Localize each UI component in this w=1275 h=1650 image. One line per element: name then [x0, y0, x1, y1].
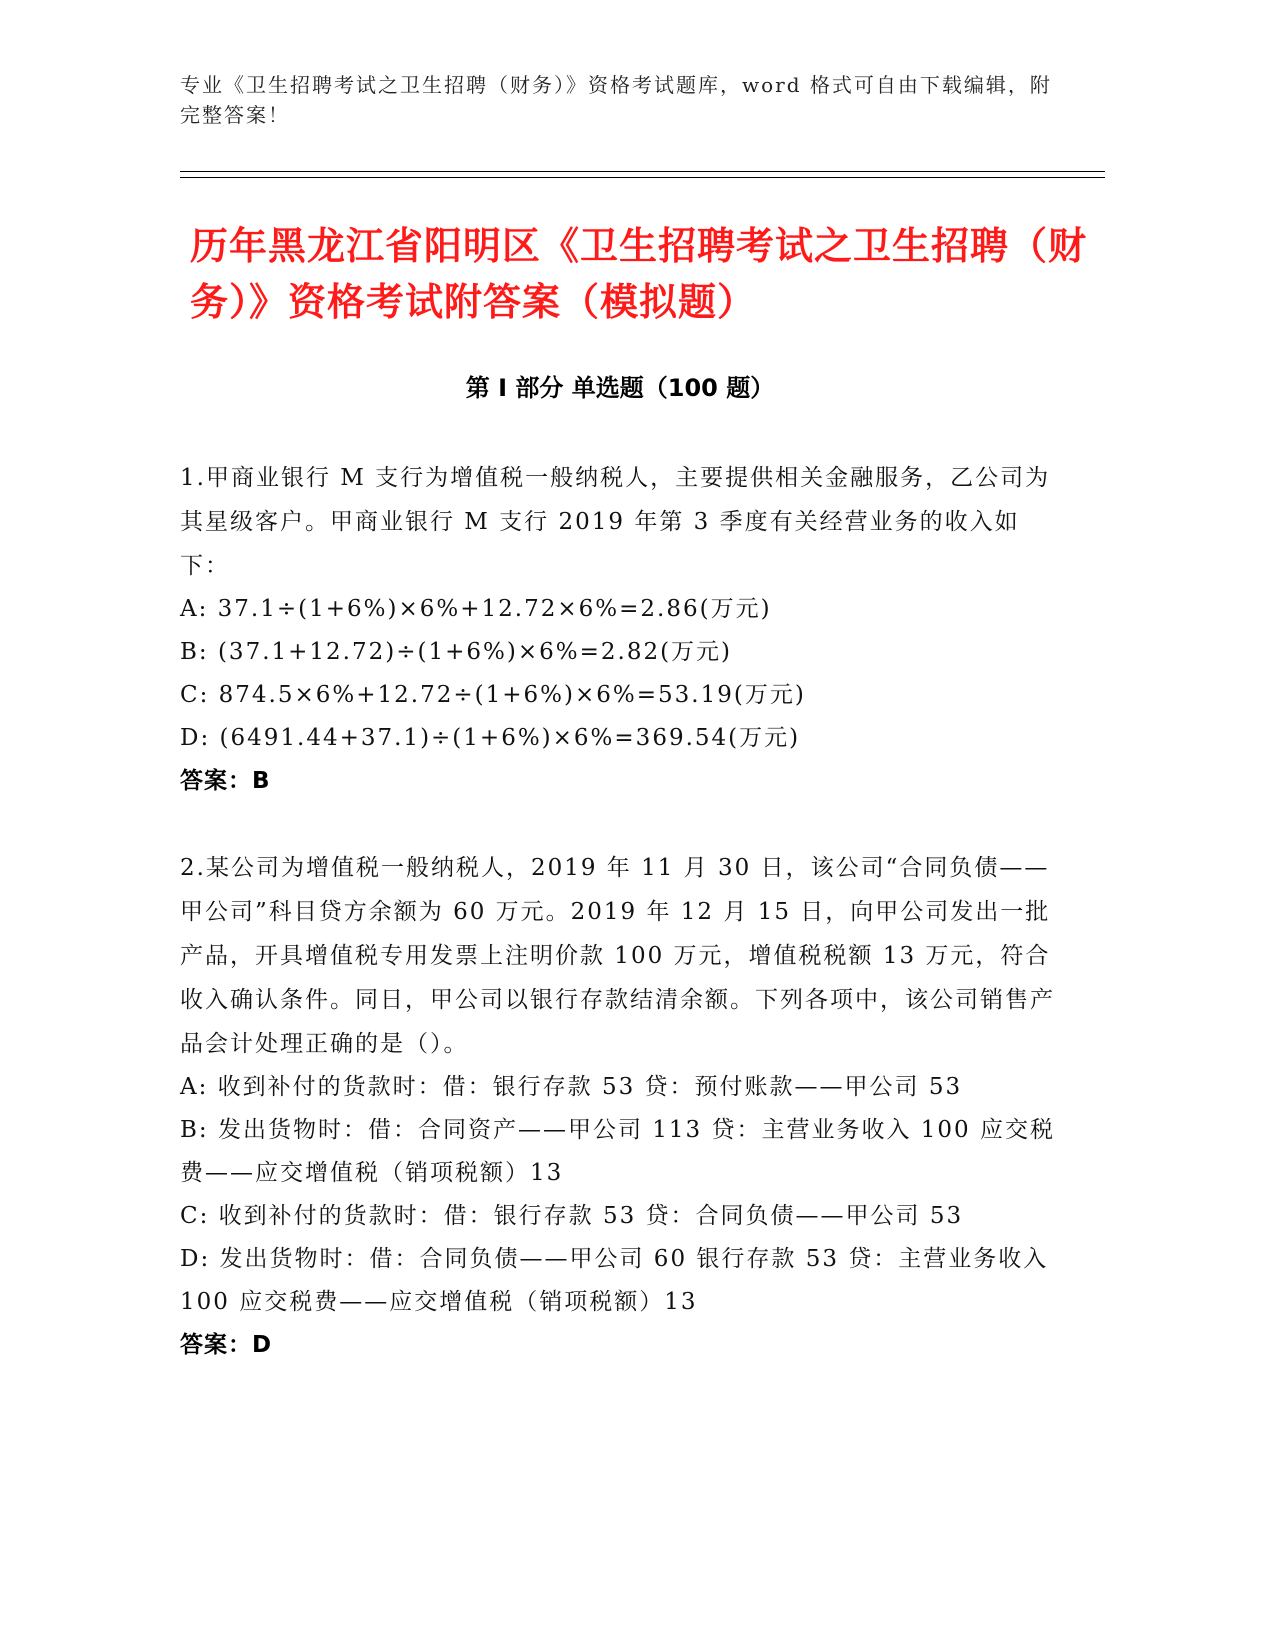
question-2: [180, 846, 1060, 1367]
answer: 答案：D: [180, 1332, 273, 1358]
header-divider-top: [180, 171, 1105, 172]
answer: 答案：B: [180, 768, 271, 794]
option-d: D: 发出货物时：借：合同负债——甲公司 60 银行存款 53 贷：主营业务收入 100 应交税费——应交增值税（销项税额）13: [180, 1246, 1049, 1315]
header-note: 专业《卫生招聘考试之卫生招聘（财务）》资格考试题库，word 格式可自由下载编辑，附完整答案！: [180, 73, 1052, 127]
question-stem: 1.甲商业银行 M 支行为增值税一般纳税人，主要提供相关金融服务，乙公司为其星级客户。甲商业银行 M 支行 2019 年第 3 季度有关经营业务的收入如下：: [180, 465, 1051, 579]
question-stem: 2.某公司为增值税一般纳税人，2019 年 11 月 30 日，该公司“合同负债——甲公司”科目贷方余额为 60 万元。2019 年 12 月 15 日，向甲公司发出一批产品，开具增值税专用发票上注明价款 100 万元，增值税税额 13 万元，符合收入确认条件。同日，甲公司以银行存款结清余额。下列各项中，该公司销售产品会计处理正确的是（）。: [180, 855, 1055, 1057]
option-a: A: 37.1÷(1+6%)×6%+12.72×6%=2.86(万元): [180, 596, 772, 622]
option-c: C: 收到补付的货款时：借：银行存款 53 贷：合同负债——甲公司 53: [180, 1203, 964, 1229]
option-d: D: (6491.44+37.1)÷(1+6%)×6%=369.54(万元): [180, 725, 801, 751]
option-b: B: 发出货物时：借：合同资产——甲公司 113 贷：主营业务收入 100 应交税费——应交增值税（销项税额）13: [180, 1117, 1056, 1186]
section-heading: 第 I 部分 单选题（100 题）: [465, 374, 775, 402]
option-b: B: (37.1+12.72)÷(1+6%)×6%=2.82(万元): [180, 639, 733, 665]
document-title: 历年黑龙江省阳明区《卫生招聘考试之卫生招聘（财务）》资格考试附答案（模拟题）: [190, 224, 1088, 324]
option-a: A: 收到补付的货款时：借：银行存款 53 贷：预付账款——甲公司 53: [180, 1074, 963, 1100]
question-1: [180, 456, 1060, 803]
header-divider-bottom: [180, 177, 1105, 178]
option-c: C: 874.5×6%+12.72÷(1+6%)×6%=53.19(万元): [180, 682, 806, 708]
